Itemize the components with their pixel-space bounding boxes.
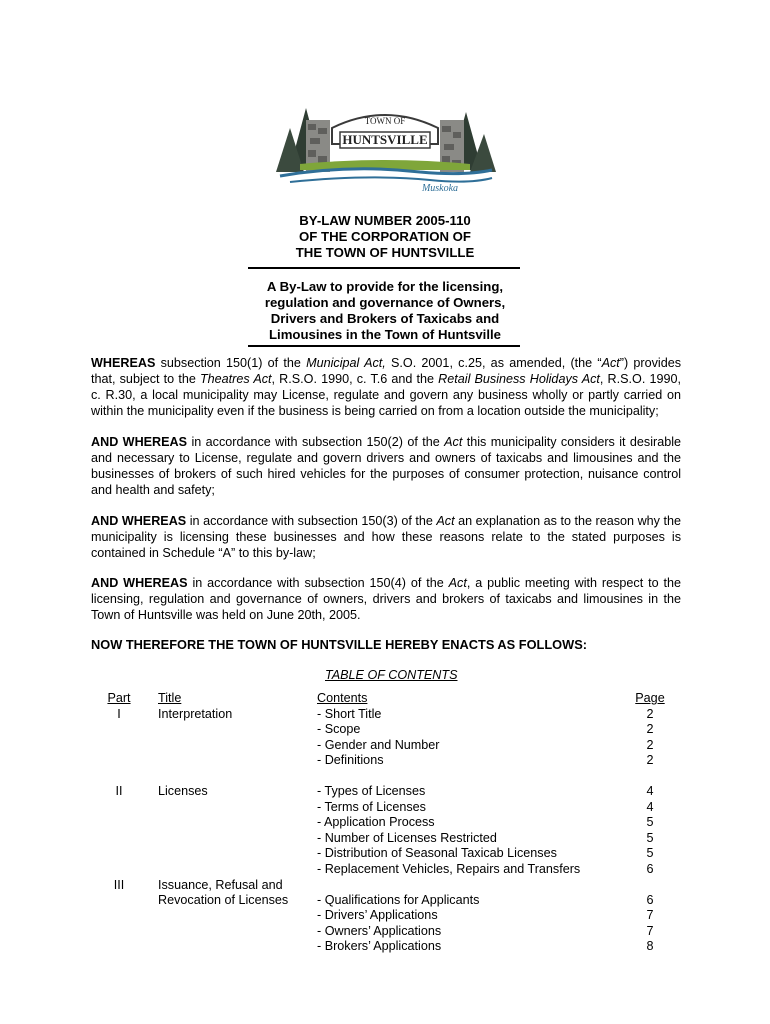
toc-entry: - Scope bbox=[317, 722, 361, 736]
whereas-paragraph-1: WHEREAS subsection 150(1) of the Municipal Act, S.O. 2001, c.25, as amended, (the “Act”) provides that, subject to the Theatres Act, R.S.O. 1990, c. T.6 and the Retail Business Holidays Act, R.S.O. 1990, c. R.30, a local municipality may License, regulate and govern any business wholly or partly carried on within the municipality even if the business is being carried on from a location outside the municipality; bbox=[91, 356, 681, 418]
bylaw-subtitle bbox=[230, 279, 540, 343]
toc-entry: - Qualifications for Applicants bbox=[317, 893, 480, 907]
toc-entry: - Owners’ Applications bbox=[317, 924, 442, 938]
toc-page-number: 5 bbox=[646, 815, 654, 829]
toc-entry: - Types of Licenses bbox=[317, 784, 426, 798]
toc-entry: - Terms of Licenses bbox=[317, 800, 426, 814]
toc-header-page: Page bbox=[635, 691, 665, 705]
toc-page-number: 5 bbox=[646, 831, 654, 845]
subtitle-line: regulation and governance of Owners, bbox=[264, 295, 506, 310]
toc-part-title: Interpretation bbox=[158, 707, 233, 721]
toc-part-title: Licenses bbox=[158, 784, 208, 798]
subtitle-line: A By-Law to provide for the licensing, bbox=[266, 279, 504, 294]
toc-page-number: 2 bbox=[646, 738, 654, 752]
toc-page-number: 2 bbox=[646, 707, 654, 721]
toc-title: TABLE OF CONTENTS bbox=[325, 668, 458, 682]
toc-header-contents: Contents bbox=[317, 691, 368, 705]
toc-entry: - Gender and Number bbox=[317, 738, 440, 752]
divider bbox=[248, 267, 520, 269]
toc-part-number: I bbox=[117, 707, 121, 721]
subtitle-line: Drivers and Brokers of Taxicabs and bbox=[270, 311, 500, 326]
toc-entry: - Short Title bbox=[317, 707, 382, 721]
toc-entry: - Number of Licenses Restricted bbox=[317, 831, 497, 845]
subtitle-line: Limousines in the Town of Huntsville bbox=[268, 327, 501, 342]
logo-muskoka-text: Muskoka bbox=[421, 183, 459, 194]
toc-entry: - Distribution of Seasonal Taxicab Licenses bbox=[317, 846, 557, 860]
heading-line: OF THE CORPORATION OF bbox=[299, 229, 471, 244]
toc-page-number: 5 bbox=[646, 846, 654, 860]
toc-page-number: 2 bbox=[646, 722, 654, 736]
bylaw-heading bbox=[230, 213, 540, 261]
logo-town-of-text: TOWN OF bbox=[364, 116, 406, 126]
toc-entry: - Application Process bbox=[317, 815, 435, 829]
toc-part-number: III bbox=[113, 878, 125, 892]
heading-line: BY-LAW NUMBER 2005-110 bbox=[299, 213, 471, 228]
toc-part-number: II bbox=[115, 784, 123, 798]
whereas-paragraph-2: AND WHEREAS in accordance with subsection 150(2) of the Act this municipality considers it desirable and necessary to License, regulate and govern drivers and owners of taxicabs and limousines and the businesses of brokers of such hired vehicles for the purposes of consumer protection, nuisance control and health and safety; bbox=[91, 435, 682, 497]
enacting-clause: NOW THEREFORE THE TOWN OF HUNTSVILLE HEREBY ENACTS AS FOLLOWS: bbox=[91, 637, 587, 652]
toc-part-title-continued: Revocation of Licenses bbox=[158, 893, 289, 907]
toc-entry: - Drivers’ Applications bbox=[317, 908, 438, 922]
toc-header-title: Title bbox=[158, 691, 182, 705]
toc-page-number: 6 bbox=[646, 862, 654, 876]
toc-entry: - Brokers’ Applications bbox=[317, 939, 442, 953]
heading-line: THE TOWN OF HUNTSVILLE bbox=[295, 245, 475, 260]
toc-header-part: Part bbox=[107, 691, 131, 705]
logo-huntsville-text: HUNTSVILLE bbox=[342, 132, 428, 147]
toc-page-number: 2 bbox=[646, 753, 654, 767]
toc-page-number: 6 bbox=[646, 893, 654, 907]
toc-entry: - Replacement Vehicles, Repairs and Transfers bbox=[317, 862, 581, 876]
whereas-paragraph-3: AND WHEREAS in accordance with subsection 150(3) of the Act an explanation as to the reason why the municipality is licensing these businesses and how these reasons relate to the stated purposes is contained in Schedule “A” to this by-law; bbox=[91, 514, 682, 560]
whereas-paragraph-4: AND WHEREAS in accordance with subsection 150(4) of the Act, a public meeting with respect to the licensing, regulation and governance of owners, drivers and brokers of taxicabs and limousines in the Town of Huntsville was held on June 20th, 2005. bbox=[91, 576, 682, 622]
toc-part-title: Issuance, Refusal and bbox=[158, 878, 283, 892]
toc-page-number: 4 bbox=[646, 784, 654, 798]
town-of-huntsville-logo bbox=[270, 98, 500, 194]
toc-page-number: 8 bbox=[646, 939, 654, 953]
toc-page-number: 7 bbox=[646, 908, 654, 922]
divider bbox=[248, 345, 520, 347]
toc-entry: - Definitions bbox=[317, 753, 384, 767]
toc-page-number: 4 bbox=[646, 800, 654, 814]
toc-page-number: 7 bbox=[646, 924, 654, 938]
